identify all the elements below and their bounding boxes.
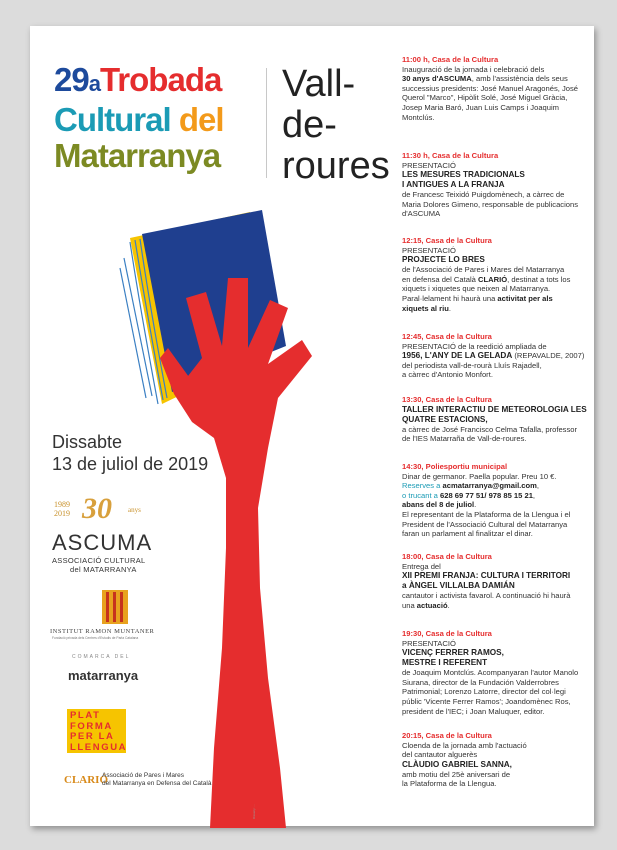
event-2015: 20:15, Casa de la Cultura Cloenda de la jornada amb l'actuació del cantautor alguerès CLÀUDIO GABRIEL SANNA, amb motiu del 25è aniversari de la Plataforma de la Llengua.	[402, 731, 527, 789]
plataforma-line-3: PER LA	[70, 731, 115, 742]
event-title	[54, 62, 224, 174]
clario-logo	[64, 770, 264, 800]
ascuma-sub1: ASSOCIACIÓ CULTURAL	[52, 556, 146, 565]
irm-emblem-icon	[100, 588, 130, 626]
ascuma-years: 1989 2019	[54, 500, 70, 518]
title-word-trobada: Trobada	[99, 61, 222, 98]
title-word-cultural: Cultural	[54, 101, 171, 138]
ascuma-logo	[52, 492, 172, 584]
event-1930: 19:30, Casa de la Cultura PRESENTACIÓ VICENÇ FERRER RAMOS, MESTRE I REFERENT de Joaquim Montclús. Acompanyaran l'autor Manolo Siurana, director de la Fundación Valderrobres Patrimonial; Lorenzo Latorre, director del col·legi públic 'Vicente Ferrer Ramos'; Joandomènec Ros, president de l'IEC; i Joan Maluquer, editor.	[402, 629, 579, 716]
title-word-del: del	[178, 101, 224, 138]
event-1330: 13:30, Casa de la Cultura TALLER INTERACTIU DE METEOROLOGIA LES QUATRE ESTACIONS, a càrrec de José Francisco Celma Tafalla, professor de l'IES Matarraña de Vall-de-roures.	[402, 395, 587, 444]
town-line-1: Vall-	[282, 63, 356, 105]
event-1800: 18:00, Casa de la Cultura Entrega del XII PREMI FRANJA: CULTURA I TERRITORI a ÀNGEL VILLALBA DAMIÁN cantautor i activista favarol. A continuació hi haurà una actuació.	[402, 552, 571, 610]
title-word-matarranya: Matarranya	[54, 137, 221, 174]
event-1245: 12:45, Casa de la Cultura PRESENTACIÓ de la reedició ampliada de 1956, L'ANY DE LA GELADA (REPAVALDE, 2007) del periodista vall-de-rourà Lluís Rajadell, a càrrec d'Antonio Monfort.	[402, 332, 585, 380]
event-date	[52, 431, 208, 475]
event-1430: 14:30, Poliesportiu municipal Dinar de germanor. Paella popular. Preu 10 €. Reserves a acmatarranya@gmail.com, o trucant a 628 69 77 51/ 978 85 15 21, abans del 8 de juliol. El representant de la Plataforma de la Llengua i el President de l'Associació Cultural del Matarranya faran un parlament al finalitzar el dinar.	[402, 462, 571, 539]
town-line-3: roures	[282, 145, 390, 187]
irm-name: INSTITUT RAMON MUNTANER	[50, 628, 155, 635]
ascuma-30: 30	[82, 492, 112, 525]
comarca-label: COMARCA DEL	[72, 654, 131, 660]
town-line-2: de-	[282, 104, 337, 146]
clario-wordmark: CLARIÓ	[64, 774, 109, 786]
title-divider	[266, 68, 267, 178]
vertical-credit: Disseny: ...	[252, 804, 256, 819]
event-1215: 12:15, Casa de la Cultura PRESENTACIÓ PROJECTE LO BRES de l'Associació de Pares i Mares del Matarranya en defensa del Català CLARIÓ, destinat a tots los xiquets i xiquetes que neixen al Matarranya. Paral·lelament hi haurà una activitat per als xiquets al riu.	[402, 236, 571, 313]
irm-logo	[52, 588, 182, 642]
title-sup: a	[88, 71, 100, 96]
date-full: 13 de juliol de 2019	[52, 454, 209, 474]
comarca-name: matarranya	[68, 668, 139, 683]
plataforma-line-1: PLAT	[70, 710, 101, 721]
ascuma-sub2: del MATARRANYA	[70, 565, 137, 574]
event-1130: 11:30 h, Casa de la Cultura PRESENTACIÓ LES MESURES TRADICIONALS I ANTIGUES A LA FRANJA de Francesc Teixidó Puigdomènech, a càrrec de Maria Dolores Gimeno, responsable de publicacions d'ASCUMA	[402, 151, 579, 219]
clario-text: Associació de Pares i Mares del Matarranya en Defensa del Català	[102, 772, 212, 787]
title-number: 29	[54, 61, 89, 98]
plataforma-logo	[67, 709, 126, 753]
town-name	[282, 64, 390, 187]
ascuma-name: ASCUMA	[52, 530, 153, 555]
comarca-logo	[64, 654, 154, 690]
plataforma-line-2: FORMA	[70, 720, 113, 732]
event-1100: 11:00 h, Casa de la Cultura Inauguració de la jornada i celebració dels 30 anys d'ASCUMA, amb l'assistència dels seus successius presidents: José Manuel Aragonés, José Querol "Marco", Hipòlit Solé, José Miguel Gràcia, Josep Maria Baró, Juan Luis Camps i Joaquim Montclús.	[402, 55, 579, 122]
date-weekday: Dissabte	[52, 432, 123, 452]
irm-sub: Fundació privada dels Centres d'Estudis de Parla Catalana	[52, 636, 139, 640]
plataforma-line-4: LLENGUA	[70, 741, 128, 753]
ascuma-anys: anys	[128, 506, 141, 514]
poster	[30, 26, 594, 826]
